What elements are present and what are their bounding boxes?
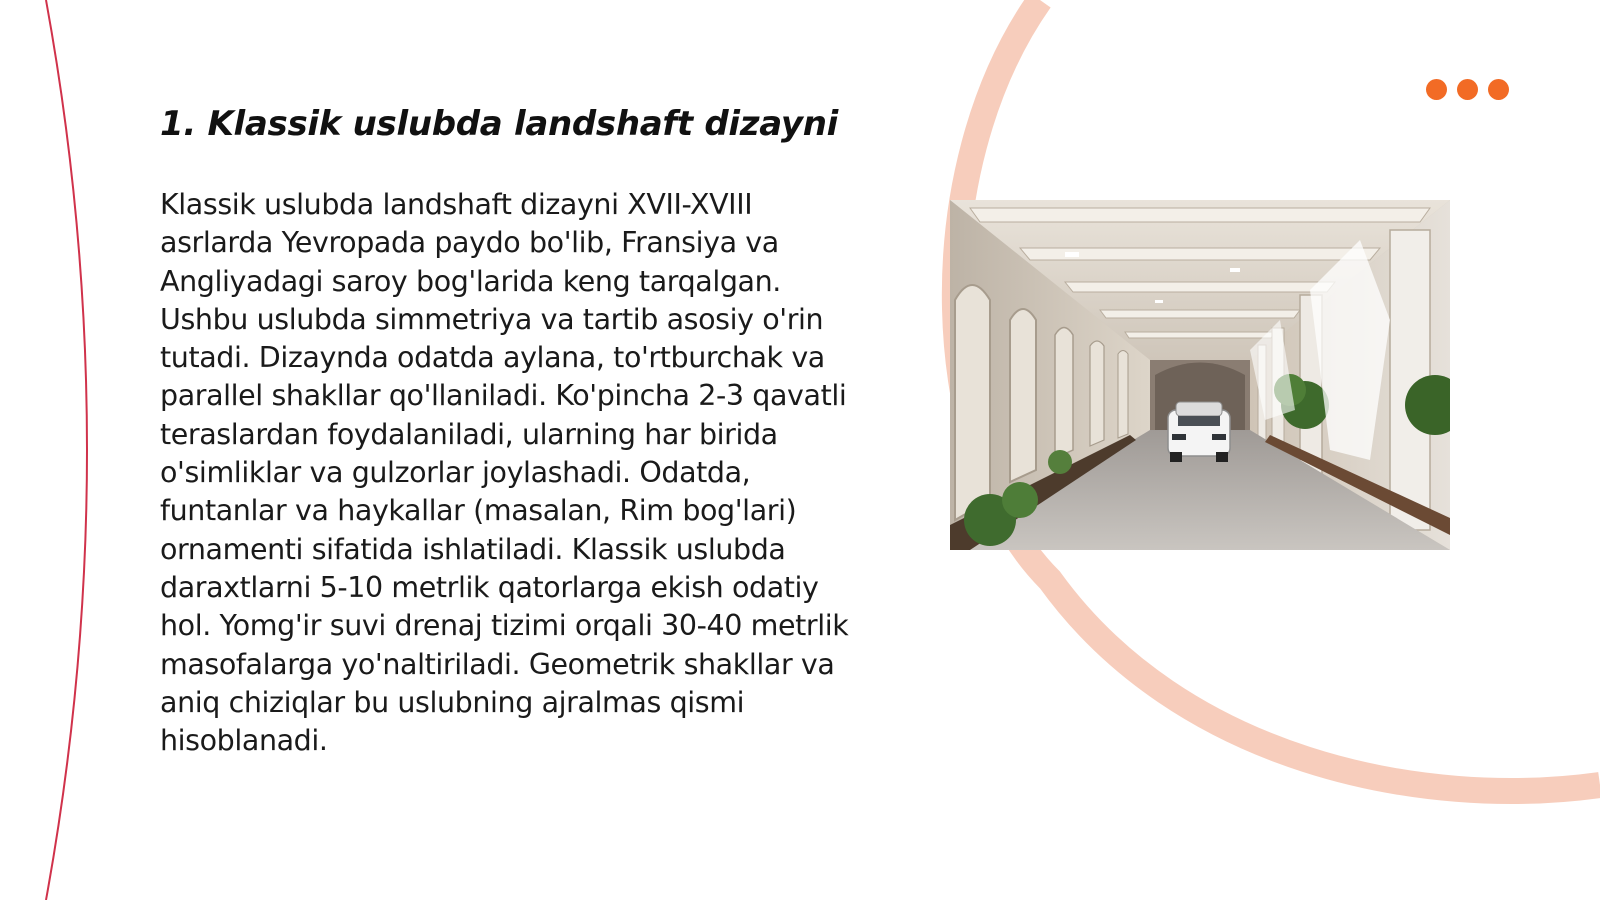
dot <box>1457 79 1478 100</box>
left-red-curve <box>46 0 87 900</box>
slide-title: 1. Klassik uslubda landshaft dizayni <box>160 104 838 144</box>
gallery-photo <box>950 200 1450 550</box>
gallery-photo-illustration <box>950 200 1450 550</box>
three-dots-icon <box>1426 79 1512 101</box>
dot <box>1488 79 1509 100</box>
dot <box>1426 79 1447 100</box>
slide-body-text: Klassik uslubda landshaft dizayni XVII-XVIII asrlarda Yevropada paydo bo'lib, Fransiya va Angliyadagi saroy bog'larida keng tarqalgan. Ushbu uslubda simmetriya va tartib asosiy o'rin tutadi. Dizaynda odatda aylana, to'rtburchak va parallel shakllar qo'llaniladi. Ko'pincha 2-3 qavatli teraslardan foydalaniladi, ularning har birida o'simliklar va gulzorlar joylashadi. Odatda, funtanlar va haykallar (masalan, Rim bog'lari) ornamenti sifatida ishlatiladi. Klassik uslubda daraxtlarni 5-10 metrlik qatorlarga ekish odatiy hol. Yomg'ir suvi drenaj tizimi orqali 30-40 metrlik masofalarga yo'naltiriladi. Geometrik shakllar va aniq chiziqlar bu uslubning ajralmas qismi hisoblanadi. <box>160 188 849 758</box>
